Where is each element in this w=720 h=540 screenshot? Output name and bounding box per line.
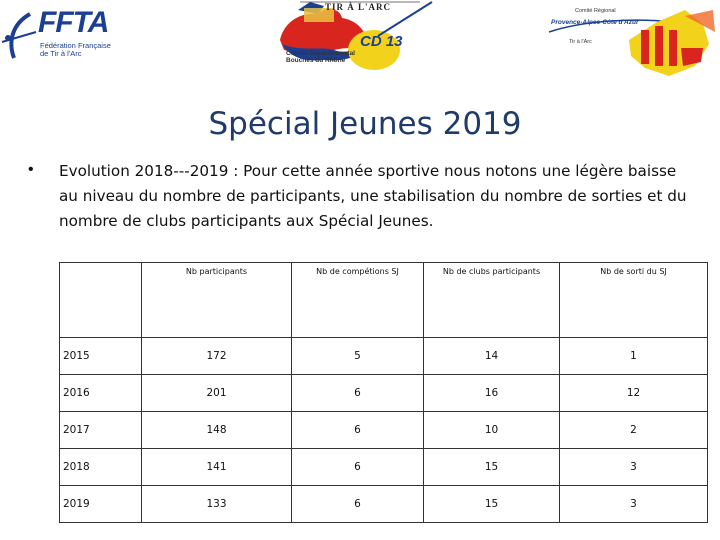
region-logo-line2: Provence-Alpes-Côte d'Azur — [551, 19, 639, 26]
region-logo-line1: Comité Régional — [575, 8, 616, 14]
region-logo — [545, 2, 717, 82]
cell-sorties: 3 — [560, 449, 708, 486]
cd13-logo-text: Comité Départemental Bouches du Rhône — [286, 50, 355, 64]
cell-sorties: 2 — [560, 412, 708, 449]
table-row — [60, 486, 708, 523]
cd13-badge: CD 13 — [360, 33, 403, 50]
cell-year: 2015 — [60, 338, 142, 375]
ffta-logo — [0, 4, 120, 66]
archer-icon — [0, 12, 40, 62]
cell-sorties: 1 — [560, 338, 708, 375]
table-header-row — [60, 263, 708, 338]
cell-clubs: 14 — [424, 338, 560, 375]
cell-competitions: 5 — [292, 338, 424, 375]
ffta-logo-name: FFTA — [38, 6, 109, 39]
header-empty — [60, 263, 142, 338]
header-clubs: Nb de clubs participants — [424, 263, 560, 338]
cell-sorties: 12 — [560, 375, 708, 412]
cell-year: 2019 — [60, 486, 142, 523]
bullet-marker: • — [28, 161, 34, 178]
cell-year: 2016 — [60, 375, 142, 412]
header-sorties: Nb de sorti du SJ — [560, 263, 708, 338]
cell-competitions: 6 — [292, 412, 424, 449]
cell-competitions: 6 — [292, 486, 424, 523]
cell-participants: 172 — [142, 338, 292, 375]
cell-competitions: 6 — [292, 449, 424, 486]
table-row — [60, 375, 708, 412]
ffta-logo-subtitle: Fédération Française de Tir à l'Arc — [40, 41, 111, 58]
bullet-text: Evolution 2018---2019 : Pour cette année sportive nous notons une légère baisse au niveau du nombre de participants, une stabilisation du nombre de sorties et du nombre de clubs participants aux Spécial Jeunes. — [59, 162, 687, 230]
cell-clubs: 15 — [424, 449, 560, 486]
cd13-logo — [270, 0, 440, 82]
region-logo-line3: Tir à l'Arc — [569, 39, 592, 45]
cell-year: 2017 — [60, 412, 142, 449]
table-row — [60, 449, 708, 486]
cell-year: 2018 — [60, 449, 142, 486]
cell-participants: 148 — [142, 412, 292, 449]
header-competitions: Nb de compétions SJ — [292, 263, 424, 338]
cell-participants: 141 — [142, 449, 292, 486]
cell-competitions: 6 — [292, 375, 424, 412]
cd13-banner: TIR À L'ARC — [325, 2, 392, 12]
cell-clubs: 16 — [424, 375, 560, 412]
cell-participants: 201 — [142, 375, 292, 412]
cell-participants: 133 — [142, 486, 292, 523]
cell-clubs: 10 — [424, 412, 560, 449]
header-participants: Nb participants — [142, 263, 292, 338]
department-map-icon — [270, 0, 440, 82]
cell-clubs: 15 — [424, 486, 560, 523]
table-row — [60, 338, 708, 375]
cell-sorties: 3 — [560, 486, 708, 523]
table-row — [60, 412, 708, 449]
slide-title: Spécial Jeunes 2019 — [208, 106, 522, 142]
stats-table — [59, 262, 708, 523]
